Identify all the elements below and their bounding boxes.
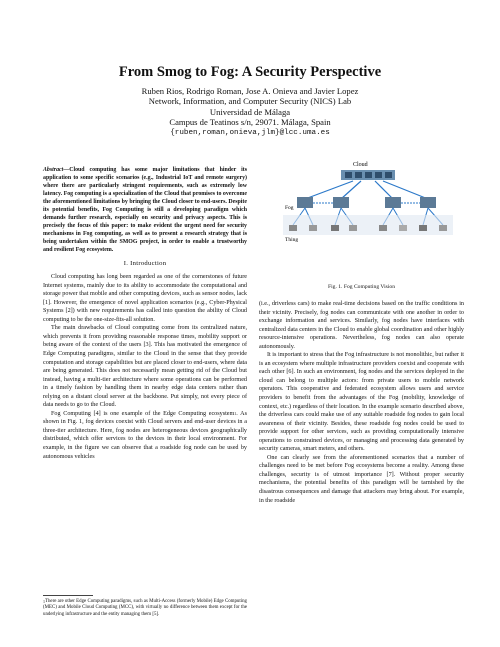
figure-caption: Fig. 1. Fog Computing Vision [327, 284, 395, 290]
fog-layer-band [283, 215, 453, 235]
right-paragraph-2: It is important to stress that the Fog infrastructure is not monolithic, but rather it is an ecosystem where multiple infrastructure providers coexist and cooperate with each other [6]. In such an environment, fog nodes and the services deployed in the cloud can belong to multiple actors: from private users to mobile network operators. This cooperative and federated ecosystem allows users and service providers to benefit from the advantages of the Fog (mobility, knowledge of context, etc.) regardless of their location. In the example scenario described above, the driverless cars could make use of any suitable roadside fog nodes to gain local awareness of their vicinity. Besides, these roadside fog nodes could be used to provide support for other services, such as providing computationally intensive operations to constrained devices, or managing and processing data generated by security cameras, smart meters, and others. [259, 352, 464, 453]
footnote-ref: 1 [234, 410, 237, 416]
intro-paragraph-1: Cloud computing has long been regarded as one of the cornerstones of future Internet systems, mainly due to its ability to accommodate the computational and storage power that mobile and other computing devices, such as sensor nodes, lack [1]. However, the emergence of novel application scenarios (e.g., Cyber-Physical Systems [2]) with new requirements has called into question the ability of Cloud computing to be the one-size-fits-all solution. [43, 274, 247, 323]
left-column [43, 167, 247, 461]
intro-p3-part-b: . As shown in Fig. 1, fog devices coexist with Cloud servers and end-user devices in a three-tier architecture. Here, fog nodes are heterogeneous devices geographically distributed, which offer services to the devices in their local environment. For example, in the figure we can observe that a roadside fog node can be used by autonomous vehicles [43, 410, 247, 460]
footnote-text: There are other Edge Computing paradigms, such as Multi-Access (formerly Mobile) Edge Computing (MEC) and Mobile Cloud Computing (MCC), with virtually no difference between them except for the underlying infrastructure and the entity managing them [5]. [43, 599, 247, 617]
cloud-links [305, 181, 428, 199]
abstract-label: Abstract [43, 167, 64, 173]
right-paragraph-3: One can clearly see from the aforementioned scenarios that a number of challenges need to be met before Fog ecosystems become a reality. Among these challenges, security is of utmost importance [7]. Without proper security mechanisms, the potential benefits of this paradigm will be tarnished by the disastrous consequences and damage that attackers may bring about. For example, in the roadside [259, 454, 464, 504]
paper-title: From Smog to Fog: A Security Perspective [118, 64, 382, 80]
footnote-mark: 1 [43, 599, 45, 604]
figure-label-fog: Fog [285, 205, 294, 211]
right-paragraph-1: (i.e., driverless cars) to make real-time decisions based on the traffic conditions in their vicinity. Precisely, fog nodes can communicate with one another in order to exchange information and services. Similarly, fog nodes have interfaces with centralized data centers in the Cloud to enable global coordination and other highly resource-intensive operations. Nevertheless, fog nodes can also operate autonomously. [259, 301, 464, 350]
intro-paragraph-3 [43, 410, 247, 461]
author-address: Campus de Teatinos s/n, 29071. Málaga, Spain [169, 117, 331, 128]
author-university: Universidad de Málaga [209, 106, 291, 117]
author-lab: Network, Information, and Computer Security (NICS) Lab [148, 96, 352, 107]
abstract [43, 167, 247, 254]
footnote [43, 599, 247, 618]
author-block [0, 86, 500, 138]
figure-label-cloud: Cloud [353, 162, 368, 168]
right-column [259, 300, 464, 505]
figure-label-thing: Thing [285, 237, 299, 243]
author-names: Ruben Rios, Rodrigo Roman, Jose A. Onieva and Javier Lopez [141, 86, 359, 96]
author-email: {ruben,roman,onieva,jlm}@lcc.uma.es [170, 128, 330, 137]
fog-computing-figure [283, 157, 453, 277]
abstract-text: —Cloud computing has some major limitations that hinder its application to some specific scenarios (e.g., Industrial IoT and remote surgery) where there are particularly stringent requirements, such as extremely low latency. Fog computing is a specialization of the Cloud that promises to overcome the aforementioned limitations by bringing the Cloud closer to end-users. Despite its potential benefits, Fog Computing is still a developing paradigm which demands further research, especially on security and privacy aspects. This is precisely the focus of this paper: to make evident the urgent need for security mechanisms in Fog computing, as well as to present a research strategy that is being undertaken within the SMOG project, in order to enable a trustworthy and resilient Fog ecosystem. [43, 167, 247, 253]
intro-p3-part-a: Fog Computing [4] is one example of the Edge Computing ecosystem [51, 410, 235, 417]
intro-paragraph-2: The main drawbacks of Cloud computing come from its centralized nature, which prevents it from providing reasonable response times, mobility support or being aware of the context of the users [3]. This has motivated the emergence of Edge Computing paradigms, similar to the Cloud in the sense that they provide computation and storage capabilities but are placed closer to end-users, where data are being generated. This does not necessarily mean getting rid of the Cloud but instead, having a multi-tier architecture where some operations can be performed in a timely fashion by handling them in nearby edge data centers rather than relying on a distant cloud server at the backbone. Put simply, not every piece of data needs to go to the Cloud. [43, 325, 247, 409]
section-heading-introduction: I. Introduction [123, 260, 167, 268]
footnote-rule [43, 595, 93, 596]
